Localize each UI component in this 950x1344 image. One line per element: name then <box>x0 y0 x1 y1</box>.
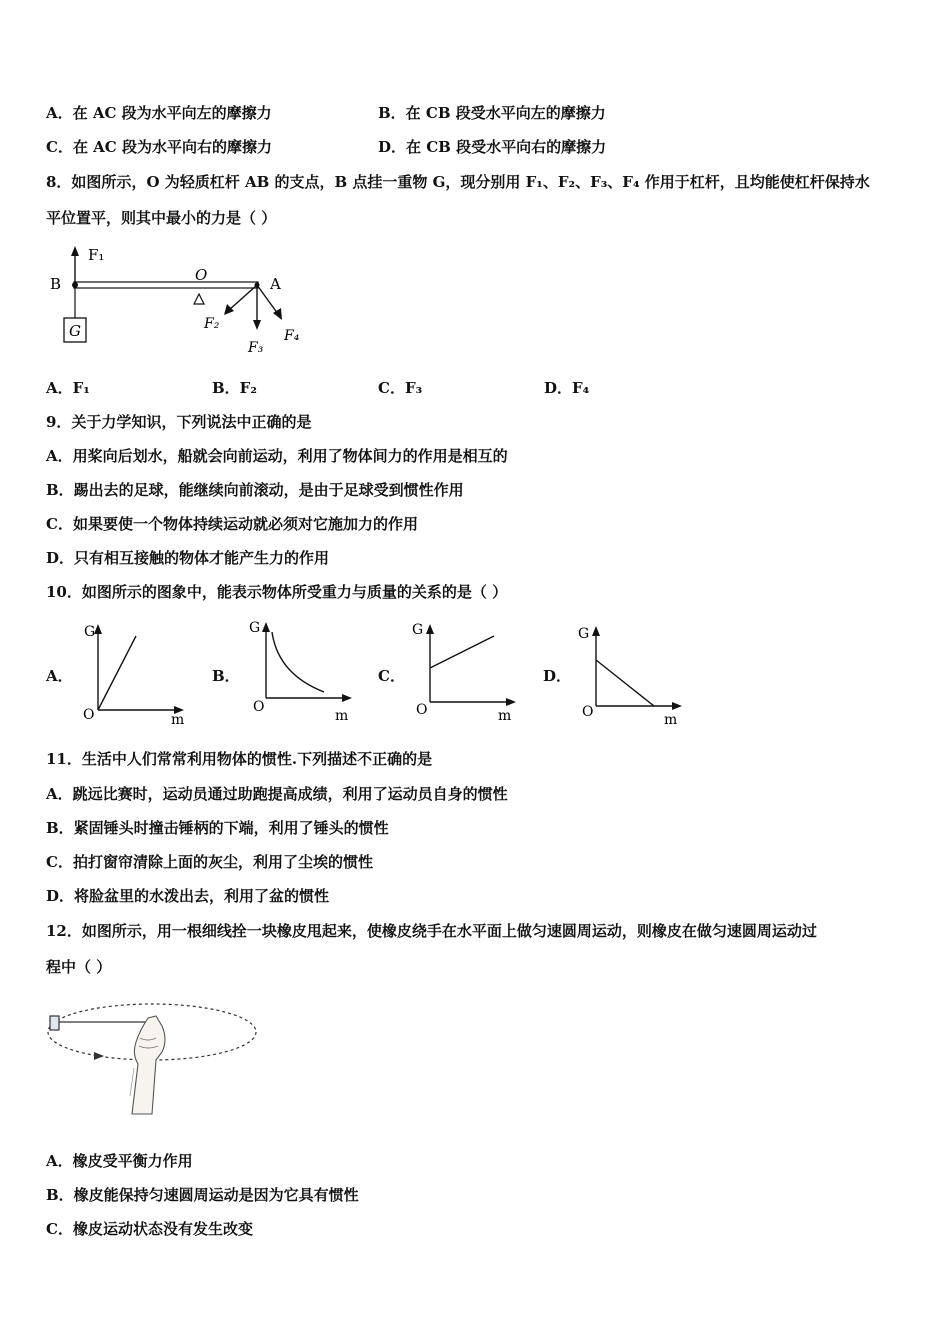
graph-d-line <box>596 660 654 706</box>
label-f2: F₂ <box>204 316 220 332</box>
q10-graph-a <box>78 618 188 728</box>
q10-graph-c <box>410 616 520 726</box>
hand <box>132 1016 165 1114</box>
q7-options-row2 <box>46 136 606 157</box>
q9-option-a: A．用桨向后划水，船就会向前运动，利用了物体间力的作用是相互的 <box>46 447 508 465</box>
q12-option-c: C．橡皮运动状态没有发生改变 <box>46 1220 253 1238</box>
q12-stem-line1: 12．如图所示，用一根细线拴一块橡皮甩起来，使橡皮绕手在水平面上做匀速圆周运动，则橡皮在做匀速圆周运动过 <box>46 922 817 940</box>
q11-option-d: D．将脸盆里的水泼出去，利用了盆的惯性 <box>46 887 330 905</box>
label-g: G <box>69 322 81 340</box>
q8-option-b: B．F₂ <box>212 379 257 397</box>
q11-stem: 11．生活中人们常常利用物体的惯性.下列描述不正确的是 <box>46 750 433 768</box>
label-f3: F₃ <box>248 340 264 356</box>
q7-option-c: C．在 AC 段为水平向右的摩擦力 <box>46 138 272 156</box>
q12-option-a: A．橡皮受平衡力作用 <box>46 1152 193 1170</box>
q8-stem-line1: 8．如图所示，O 为轻质杠杆 AB 的支点，B 点挂一重物 G，现分别用 F₁、F₂、F₃、F₄ 作用于杠杆，且均能使杠杆保持水 <box>46 173 870 191</box>
q12-option-b: B．橡皮能保持匀速圆周运动是因为它具有惯性 <box>46 1186 359 1204</box>
graph-d-origin: O <box>582 704 594 720</box>
q10-label-b: B． <box>212 667 240 685</box>
q10-stem: 10．如图所示的图象中，能表示物体所受重力与质量的关系的是（ ） <box>46 583 508 601</box>
rubber-eraser <box>50 1016 59 1030</box>
graph-a-line <box>98 636 136 710</box>
q8-stem-line2: 平位置平，则其中最小的力是（ ） <box>46 209 277 227</box>
graph-b-axis-y: G <box>249 620 261 636</box>
q10-graph-d <box>576 618 686 728</box>
q12-rubber-figure <box>44 988 264 1118</box>
q10-label-a: A． <box>46 667 73 685</box>
graph-c-axis-y: G <box>412 622 424 638</box>
label-f1: F₁ <box>88 246 105 264</box>
graph-c-axis-x: m <box>498 708 512 724</box>
q7-option-d: D．在 CB 段受水平向右的摩擦力 <box>378 138 607 156</box>
q7-option-b: B．在 CB 段受水平向左的摩擦力 <box>378 104 606 122</box>
q11-option-b: B．紧固锤头时撞击锤柄的下端，利用了锤头的惯性 <box>46 819 389 837</box>
q8-lever-figure <box>44 240 306 358</box>
q8-options <box>46 377 589 398</box>
q8-option-c: C．F₃ <box>378 379 423 397</box>
label-o: O <box>195 266 208 284</box>
label-f4: F₄ <box>284 328 300 344</box>
q10-label-d: D． <box>543 667 572 685</box>
graph-a-origin: O <box>83 707 95 723</box>
q8-option-d: D．F₄ <box>544 379 590 397</box>
q11-option-a: A．跳远比赛时，运动员通过助跑提高成绩，利用了运动员自身的惯性 <box>46 785 508 803</box>
q11-option-c: C．拍打窗帘清除上面的灰尘，利用了尘埃的惯性 <box>46 853 373 871</box>
point-b <box>72 282 78 288</box>
graph-d-axis-y: G <box>578 626 590 642</box>
q10-graph-b <box>244 614 354 724</box>
q9-option-b: B．踢出去的足球，能继续向前滚动，是由于足球受到惯性作用 <box>46 481 464 499</box>
graph-b-origin: O <box>253 699 265 715</box>
graph-a-axis-x: m <box>171 712 185 728</box>
q12-stem-line2: 程中（ ） <box>46 958 112 976</box>
q10-label-c: C． <box>378 667 405 685</box>
graph-c-line <box>430 636 494 668</box>
q9-stem: 9．关于力学知识，下列说法中正确的是 <box>46 413 312 431</box>
graph-d-axis-x: m <box>664 712 678 728</box>
q7-options-row1 <box>46 102 606 123</box>
label-a: A <box>270 275 281 293</box>
q8-option-a: A．F₁ <box>46 379 90 397</box>
graph-b-axis-x: m <box>335 708 349 724</box>
graph-a-axis-y: G <box>84 624 96 640</box>
label-b: B <box>50 275 62 293</box>
direction-arrow <box>94 1052 104 1060</box>
q7-option-a: A．在 AC 段为水平向左的摩擦力 <box>46 104 272 122</box>
q9-option-d: D．只有相互接触的物体才能产生力的作用 <box>46 549 330 567</box>
q9-option-c: C．如果要使一个物体持续运动就必须对它施加力的作用 <box>46 515 418 533</box>
graph-b-curve <box>272 632 324 692</box>
graph-c-origin: O <box>416 702 428 718</box>
